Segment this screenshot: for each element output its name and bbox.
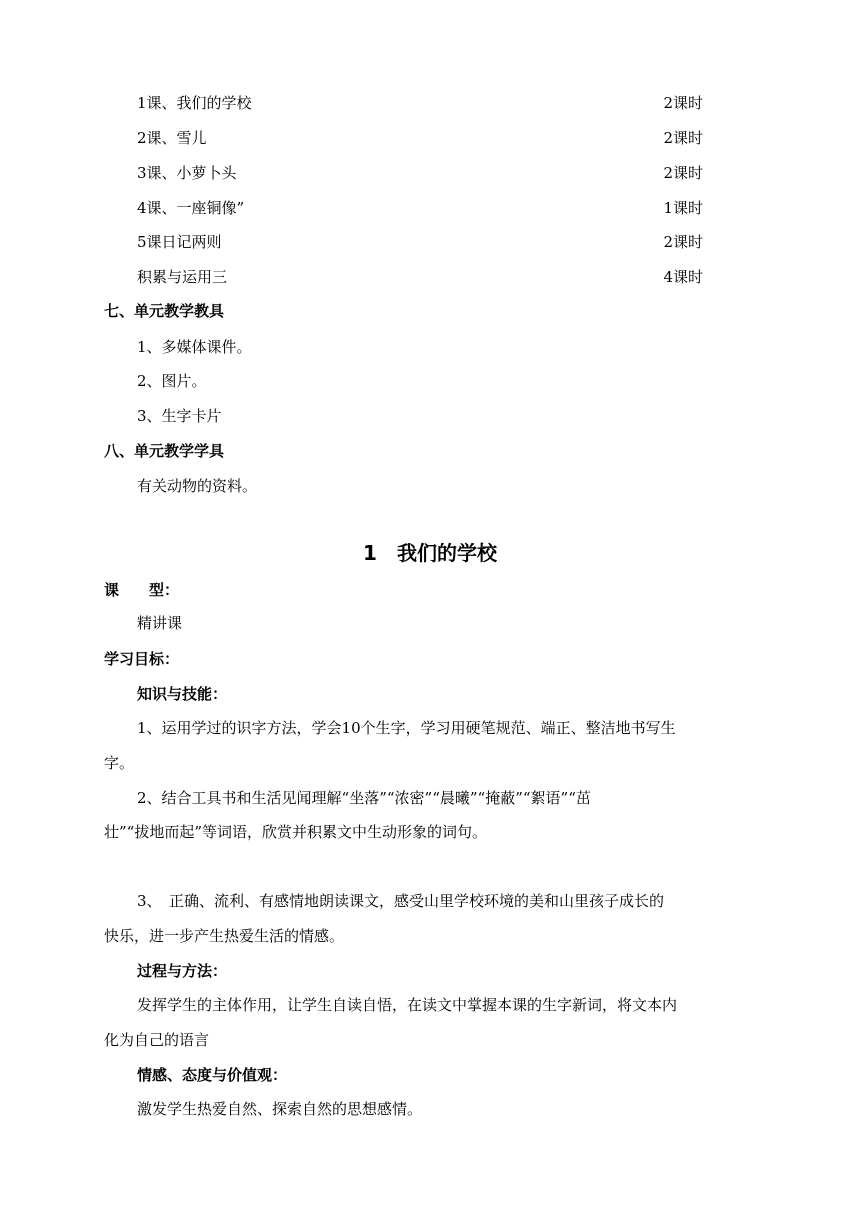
paragraph-line: 1、运用学过的识字方法，学会10个生字，学习用硬笔规范、端正、整洁地书写生 [137,719,676,737]
list-item: 3、生字卡片 [137,407,222,425]
toc-lesson: 4课、一座铜像” [137,199,245,217]
paragraph: 有关动物的资料。 [137,477,258,495]
paragraph-line: 字。 [104,754,135,772]
paragraph-line: 化为自己的语言 [104,1031,210,1049]
toc-row [137,232,703,254]
subheading: 过程与方法： [137,962,228,980]
paragraph-line: 发挥学生的主体作用，让学生自读自悟，在读文中掌握本课的生字新词，将文本内 [137,996,678,1014]
paragraph-line: 壮”“拔地而起”等词语，欣赏并积累文中生动形象的词句。 [104,823,488,841]
lesson-title: 1 我们的学校 [363,541,497,565]
toc-lesson: 1课、我们的学校 [137,94,252,112]
toc-row [137,163,703,185]
list-item: 2、图片。 [137,372,207,390]
paragraph-line: 3、 正确、流利、有感情地朗读课文，感受山里学校环境的美和山里孩子成长的 [137,892,665,910]
toc-lesson: 2课、雪儿 [137,129,207,147]
toc-hours: 2课时 [663,233,703,251]
toc-hours: 4课时 [663,268,703,286]
toc-row [137,93,703,115]
toc-leader [272,270,657,286]
paragraph-line: 激发学生热爱自然、探索自然的思想感情。 [137,1100,423,1118]
toc-leader [307,166,651,182]
paragraph-line: 2、结合工具书和生活见闻理解“坐落”“浓密”“晨曦”“掩蔽”“絮语”“茁 [137,789,591,807]
course-type-value: 精讲课 [137,614,183,632]
toc-leader [275,201,651,217]
subheading: 知识与技能： [137,685,228,703]
toc-hours: 1课时 [663,199,703,217]
goals-heading: 学习目标： [104,650,180,668]
toc-lesson: 3课、小萝卜头 [137,164,237,182]
toc-hours: 2课时 [663,129,703,147]
toc-lesson: 积累与运用三 [137,268,228,286]
toc-hours: 2课时 [663,164,703,182]
section-heading: 八、单元教学学具 [104,442,225,460]
section-heading: 七、单元教学教具 [104,302,225,320]
toc-row [137,267,703,289]
toc-leader [219,131,651,147]
toc-leader [271,96,651,112]
toc-row [137,128,703,150]
toc-hours: 2课时 [663,94,703,112]
subheading: 情感、态度与价值观： [137,1066,288,1084]
toc-row [137,198,703,220]
course-type-label: 课 型： [104,581,180,599]
list-item: 1、多媒体课件。 [137,338,252,356]
paragraph-line: 快乐，进一步产生热爱生活的情感。 [104,927,345,945]
toc-leader [237,235,651,251]
toc-lesson: 5课日记两则 [137,233,222,251]
